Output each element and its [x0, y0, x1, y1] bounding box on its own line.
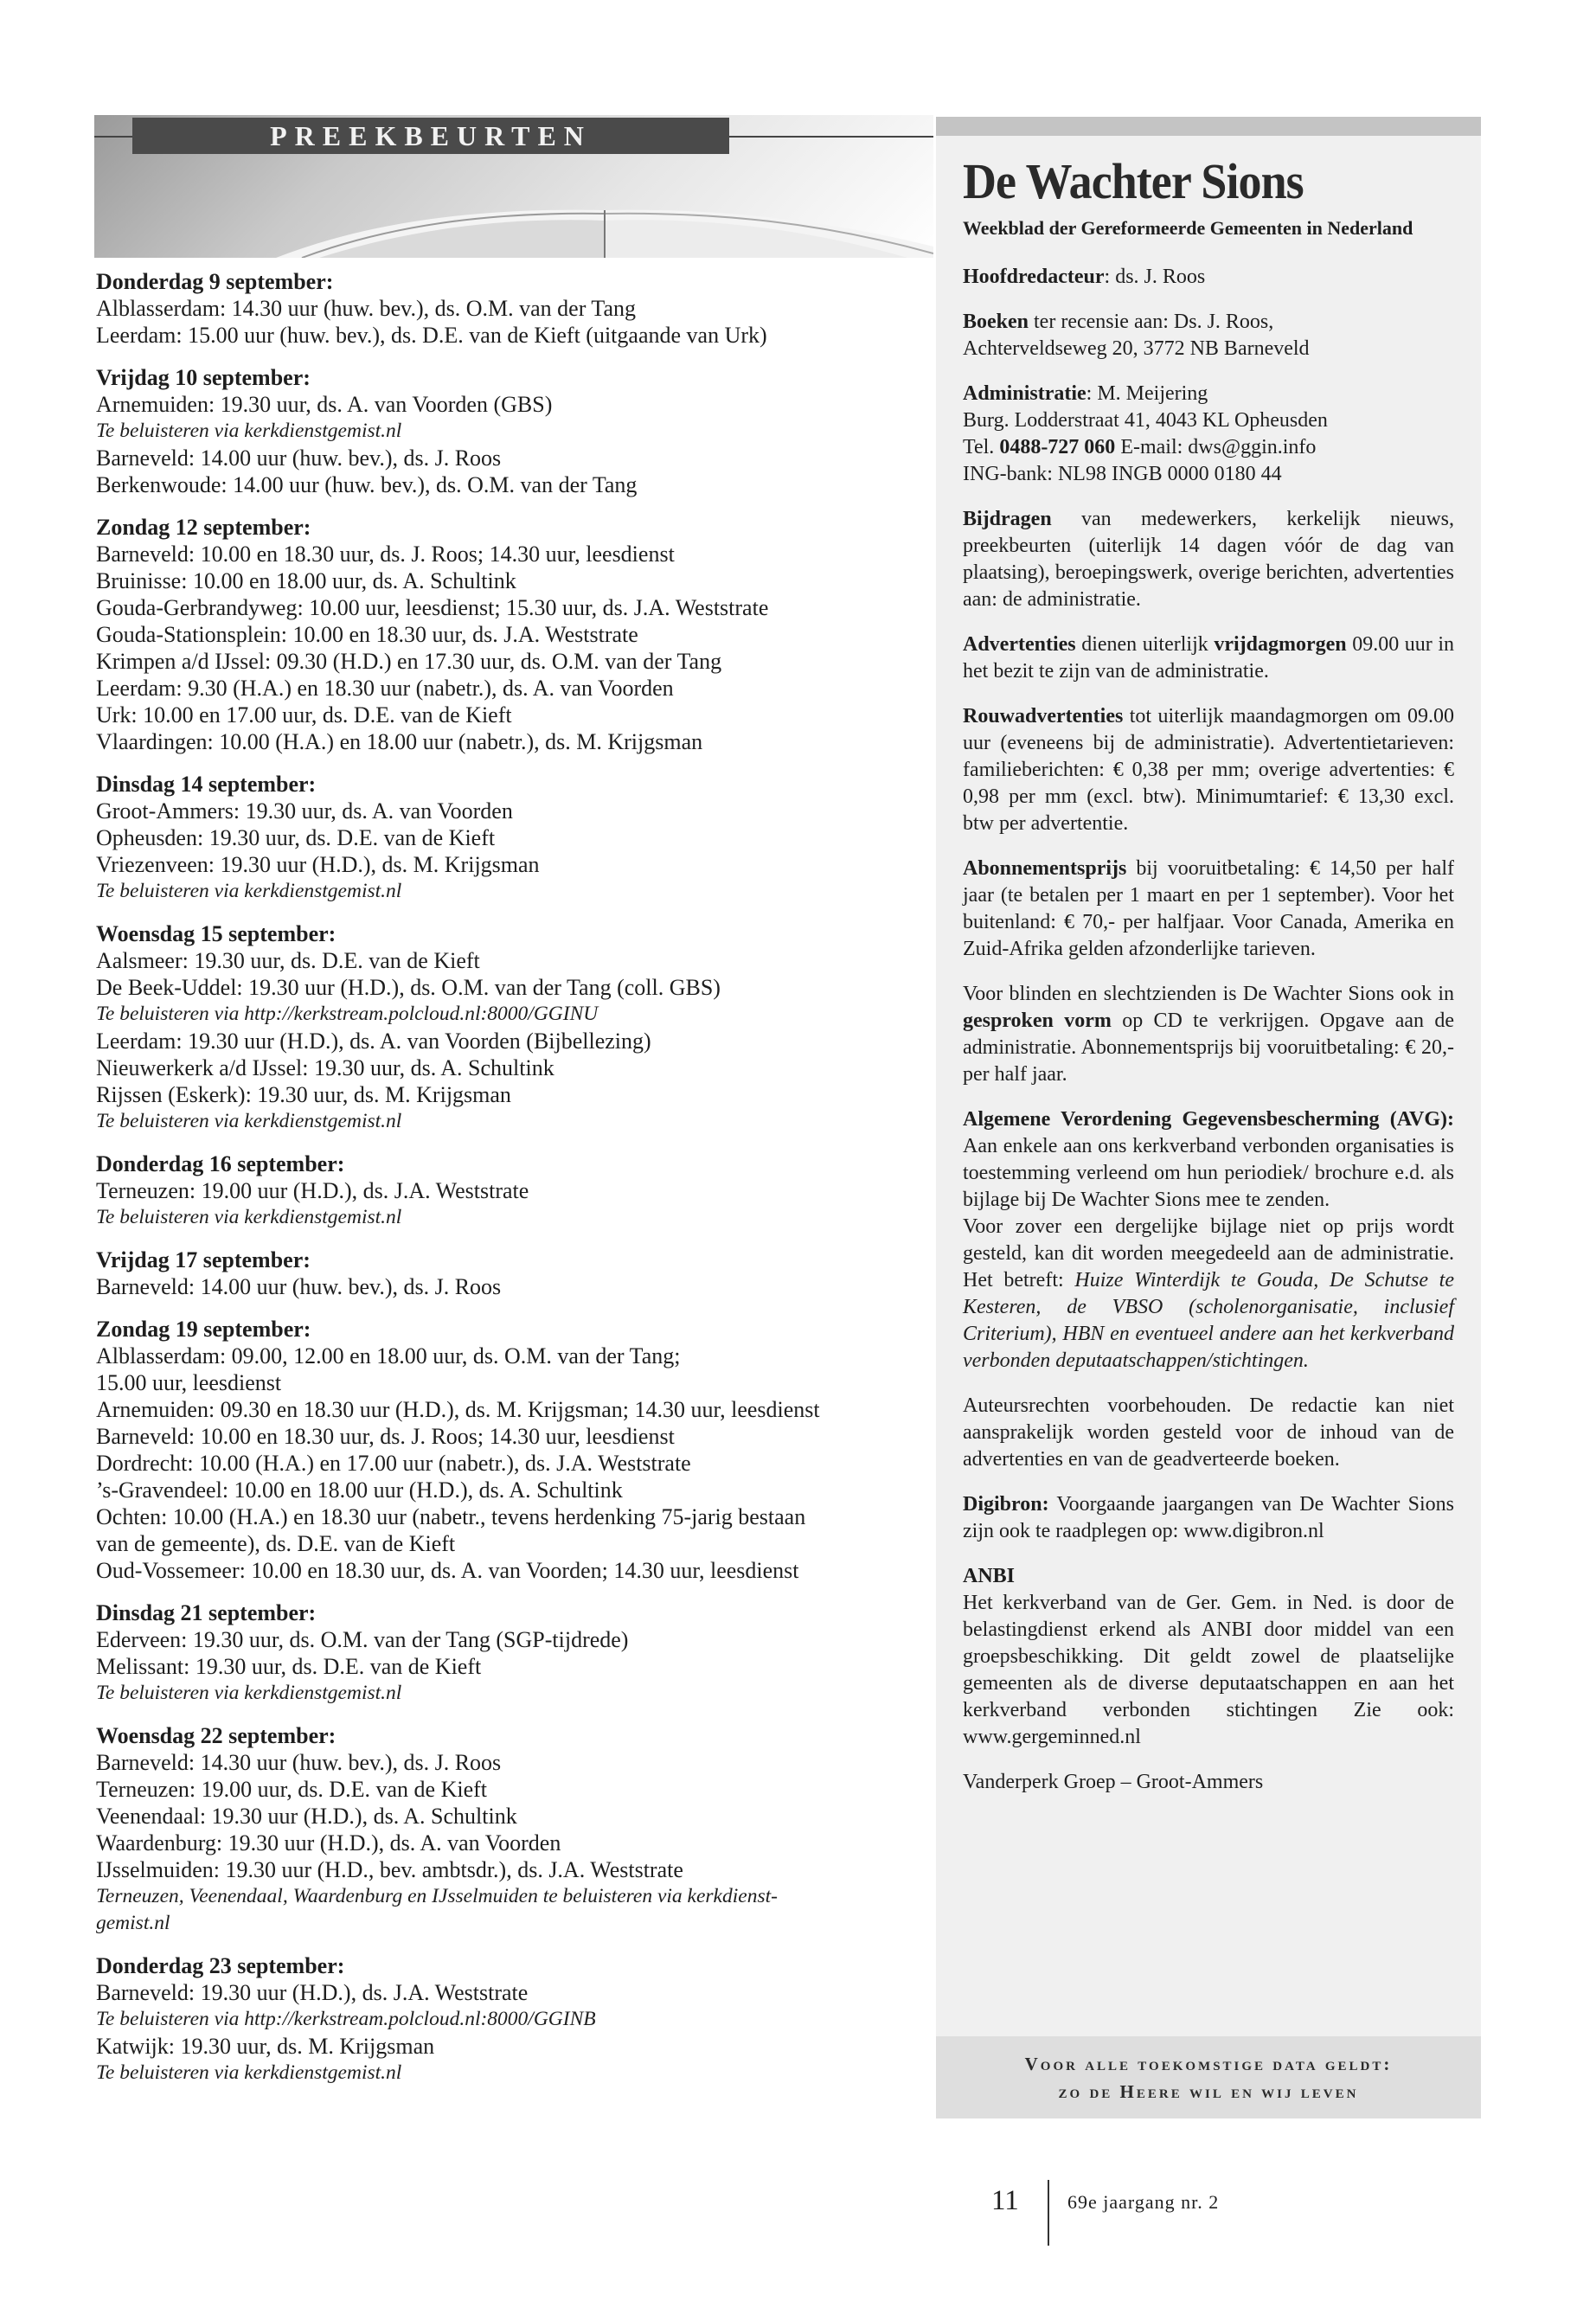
service-entry: Nieuwerkerk a/d IJssel: 19.30 uur, ds. A. Schultink	[96, 1055, 554, 1080]
open-book-illustration	[267, 160, 933, 258]
day-title: Dinsdag 21 september:	[96, 1600, 317, 1625]
day-block	[96, 920, 926, 1135]
motto-line-2: zo de Heere wil en wij leven	[1058, 2080, 1359, 2102]
anbi: ANBI Het kerkverband van de Ger. Gem. in Ned. is door de belastingdienst erkend als ANBI door middel van een groepsbeschikking. Dit geldt zowel de plaatselijke gemeenten als de diverse deputaatschappen en aan het kerkverband verbonden stichtingen Zie ook: www.gergeminned.nl	[963, 1565, 1454, 1748]
service-entry: Barneveld: 19.30 uur (H.D.), ds. J.A. Weststrate	[96, 1980, 529, 2005]
service-entry: Terneuzen: 19.00 uur (H.D.), ds. J.A. Weststrate	[96, 1178, 529, 1203]
broadcast-note: Te beluisteren via kerkdienstgemist.nl	[96, 880, 402, 902]
service-entry: Katwijk: 19.30 uur, ds. M. Krijgsman	[96, 2034, 435, 2059]
day-title: Zondag 19 september:	[96, 1317, 311, 1342]
service-entry: Dordrecht: 10.00 (H.A.) en 17.00 uur (nabetr.), ds. J.A. Weststrate	[96, 1451, 691, 1476]
day-block	[96, 1150, 926, 1231]
page-number: 11	[991, 2185, 1019, 2216]
service-entry: ’s-Gravendeel: 10.00 en 18.00 uur (H.D.), ds. A. Schultink	[96, 1477, 623, 1503]
day-title: Donderdag 23 september:	[96, 1953, 345, 1978]
day-title: Vrijdag 17 september:	[96, 1247, 311, 1272]
day-block	[96, 1952, 926, 2086]
day-title: Vrijdag 10 september:	[96, 365, 311, 390]
service-entry: Arnemuiden: 09.30 en 18.30 uur (H.D.), ds. M. Krijgsman; 14.30 uur, leesdienst	[96, 1397, 820, 1422]
closing-motto	[936, 2036, 1481, 2118]
service-entry: Alblasserdam: 09.00, 12.00 en 18.00 uur, ds. O.M. van der Tang;	[96, 1343, 681, 1368]
day-block	[96, 1316, 926, 1584]
service-entry: Vriezenveen: 19.30 uur (H.D.), ds. M. Krijgsman	[96, 852, 540, 877]
day-title: Donderdag 9 september:	[96, 269, 334, 294]
rouwadvertenties: Rouwadvertenties tot uiterlijk maandagmorgen om 09.00 uur (eveneens bij de administratie). Advertentietarieven: familieberichten: € 0,38 per mm; overige advertenties: € 0,98 per mm (excl. btw). Minimumtarief: € 13,30 excl. btw per advertentie.	[963, 705, 1454, 835]
service-entry: Urk: 10.00 en 17.00 uur, ds. D.E. van de Kieft	[96, 702, 512, 727]
service-entry: Bruinisse: 10.00 en 18.00 uur, ds. A. Schultink	[96, 568, 516, 593]
avg: Algemene Verordening Gegevensbescherming (AVG): Aan enkele aan ons kerkverband verbonden organisaties is toestemming verleend om hun periodiek/ brochure e.d. als bijlage bij De Wachter Sions mee te zenden. Voor zover een dergelijke bijlage niet op prijs wordt gesteld, kan dit worden meegedeeld aan de administratie. Het betreft: Huize Winterdijk te Gouda, De Schutse te Kesteren, de VBSO (scholenorganisatie, inclusief Criterium), HBN en eventueel andere aan het kerkverband verbonden deputaatschappen/stichtingen.	[963, 1108, 1454, 1372]
service-entry: Ederveen: 19.30 uur, ds. O.M. van der Tang (SGP-tijdrede)	[96, 1627, 629, 1652]
page-divider	[1048, 2180, 1049, 2246]
day-block	[96, 1599, 926, 1707]
day-title: Woensdag 15 september:	[96, 921, 337, 946]
day-title: Donderdag 16 september:	[96, 1151, 345, 1176]
service-entry: Alblasserdam: 14.30 uur (huw. bev.), ds. O.M. van der Tang	[96, 296, 636, 321]
service-entry: Veenendaal: 19.30 uur (H.D.), ds. A. Schultink	[96, 1804, 517, 1829]
day-block	[96, 1722, 926, 1937]
broadcast-note: Te beluisteren via http://kerkstream.polcloud.nl:8000/GGINB	[96, 2008, 596, 2030]
day-block	[96, 268, 926, 349]
service-entry: Berkenwoude: 14.00 uur (huw. bev.), ds. O.M. van der Tang	[96, 472, 638, 497]
service-entry: Waardenburg: 19.30 uur (H.D.), ds. A. van Voorden	[96, 1830, 561, 1856]
service-entry: Ochten: 10.00 (H.A.) en 18.30 uur (nabetr., tevens herdenking 75-jarig bestaan	[96, 1504, 806, 1529]
boeken-recensie: Boeken ter recensie aan: Ds. J. Roos, Achterveldseweg 20, 3772 NB Barneveld	[963, 311, 1310, 360]
service-entry: Gouda-Stationsplein: 10.00 en 18.30 uur, ds. J.A. Weststrate	[96, 622, 638, 647]
masthead-subtitle: Weekblad der Gereformeerde Gemeenten in Nederland	[963, 217, 1413, 239]
service-entry: Oud-Vossemeer: 10.00 en 18.30 uur, ds. A. van Voorden; 14.30 uur, leesdienst	[96, 1558, 799, 1583]
broadcast-note: Te beluisteren via kerkdienstgemist.nl	[96, 420, 402, 442]
day-block	[96, 514, 926, 755]
broadcast-note: Terneuzen, Veenendaal, Waardenburg en IJsselmuiden te beluisteren via kerkdienst-	[96, 1885, 778, 1907]
broadcast-note: Te beluisteren via http://kerkstream.polcloud.nl:8000/GGINU	[96, 1003, 599, 1025]
hoofdredacteur: Hoofdredacteur: ds. J. Roos	[963, 266, 1206, 288]
administratie: Administratie: M. Meijering Burg. Lodderstraat 41, 4043 KL Opheusden Tel. 0488-727 060 E-mail: dws@ggin.info ING-bank: NL98 INGB 0000 0180 44	[963, 382, 1328, 485]
broadcast-note: Te beluisteren via kerkdienstgemist.nl	[96, 1110, 402, 1132]
auteursrechten: Auteursrechten voorbehouden. De redactie kan niet aansprakelijk worden gesteld voor de inhoud van de advertenties en van de geadverteerde boeken.	[963, 1394, 1454, 1471]
service-entry: Arnemuiden: 19.30 uur, ds. A. van Voorden (GBS)	[96, 392, 553, 417]
preekbeurten-banner	[94, 115, 933, 258]
service-entry: Leerdam: 15.00 uur (huw. bev.), ds. D.E. van de Kieft (uitgaande van Urk)	[96, 323, 767, 348]
broadcast-note: Te beluisteren via kerkdienstgemist.nl	[96, 1206, 402, 1228]
digibron: Digibron: Voorgaande jaargangen van De Wachter Sions zijn ook te raadplegen op: www.digibron.nl	[963, 1493, 1454, 1542]
bijdragen: Bijdragen van medewerkers, kerkelijk nieuws, preekbeurten (uiterlijk 14 dagen vóór de dag van plaatsing), beroepingswerk, overige berichten, advertenties aan: de administratie.	[963, 508, 1454, 611]
blinden-slechtzienden: Voor blinden en slechtzienden is De Wachter Sions ook in gesproken vorm op CD te verkrijgen. Opgave aan de administratie. Abonnementsprijs bij vooruitbetaling: € 20,- per half jaar.	[963, 983, 1454, 1086]
colofon-box	[936, 117, 1481, 2111]
service-entry: Rijssen (Eskerk): 19.30 uur, ds. M. Krijgsman	[96, 1082, 511, 1107]
banner-title: PREEKBEURTEN	[132, 118, 729, 154]
advertenties: Advertenties dienen uiterlijk vrijdagmorgen 09.00 uur in het bezit te zijn van de administratie.	[963, 633, 1454, 683]
service-entry: Melissant: 19.30 uur, ds. D.E. van de Kieft	[96, 1654, 482, 1679]
service-entry: IJsselmuiden: 19.30 uur (H.D., bev. ambtsdr.), ds. J.A. Weststrate	[96, 1857, 683, 1882]
abonnementsprijs: Abonnementsprijs bij vooruitbetaling: € 14,50 per half jaar (te betalen per 1 maart en per 1 september). Voor het buitenland: € 70,- per halfjaar. Voor Canada, Amerika en Zuid-Afrika gelden afzonderlijke tarieven.	[963, 857, 1454, 960]
service-entry: Barneveld: 10.00 en 18.30 uur, ds. J. Roos; 14.30 uur, leesdienst	[96, 542, 675, 567]
day-title: Woensdag 22 september:	[96, 1723, 337, 1748]
service-entry: Vlaardingen: 10.00 (H.A.) en 18.00 uur (nabetr.), ds. M. Krijgsman	[96, 729, 703, 754]
service-entry: Aalsmeer: 19.30 uur, ds. D.E. van de Kieft	[96, 948, 480, 973]
service-entry: Leerdam: 19.30 uur (H.D.), ds. A. van Voorden (Bijbellezing)	[96, 1029, 651, 1054]
masthead-title: De Wachter Sions	[963, 153, 1304, 209]
service-entry: De Beek-Uddel: 19.30 uur (H.D.), ds. O.M. van der Tang (coll. GBS)	[96, 975, 721, 1000]
issue-info: 69e jaargang nr. 2	[1067, 2191, 1220, 2213]
day-title: Dinsdag 14 september:	[96, 772, 317, 797]
day-title: Zondag 12 september:	[96, 515, 311, 540]
service-entry: Barneveld: 10.00 en 18.30 uur, ds. J. Roos; 14.30 uur, leesdienst	[96, 1424, 675, 1449]
broadcast-note: Te beluisteren via kerkdienstgemist.nl	[96, 1682, 402, 1704]
service-entry: Terneuzen: 19.00 uur, ds. D.E. van de Kieft	[96, 1777, 488, 1802]
service-entry: Gouda-Gerbrandyweg: 10.00 uur, leesdienst; 15.30 uur, ds. J.A. Weststrate	[96, 595, 769, 620]
service-entry: Groot-Ammers: 19.30 uur, ds. A. van Voorden	[96, 798, 513, 824]
service-entry: van de gemeente), ds. D.E. van de Kieft	[96, 1531, 456, 1556]
day-block	[96, 1247, 926, 1300]
service-entry: Krimpen a/d IJssel: 09.30 (H.D.) en 17.30 uur, ds. O.M. van der Tang	[96, 649, 722, 674]
preekbeurten-column	[96, 115, 926, 2102]
service-entry: Leerdam: 9.30 (H.A.) en 18.30 uur (nabetr.), ds. A. van Voorden	[96, 676, 674, 701]
service-entry: Barneveld: 14.30 uur (huw. bev.), ds. J. Roos	[96, 1750, 502, 1775]
day-block	[96, 364, 926, 498]
service-entry: Opheusden: 19.30 uur, ds. D.E. van de Kieft	[96, 825, 496, 850]
printer: Vanderperk Groep – Groot-Ammers	[963, 1771, 1264, 1793]
service-schedule	[96, 268, 926, 2086]
service-entry: Barneveld: 14.00 uur (huw. bev.), ds. J. Roos	[96, 1274, 502, 1299]
broadcast-note: gemist.nl	[96, 1912, 170, 1934]
service-entry: 15.00 uur, leesdienst	[96, 1370, 282, 1395]
service-entry: Barneveld: 14.00 uur (huw. bev.), ds. J. Roos	[96, 445, 502, 471]
day-block	[96, 771, 926, 905]
motto-line-1: Voor alle toekomstige data geldt:	[1024, 2053, 1393, 2074]
broadcast-note: Te beluisteren via kerkdienstgemist.nl	[96, 2061, 402, 2084]
